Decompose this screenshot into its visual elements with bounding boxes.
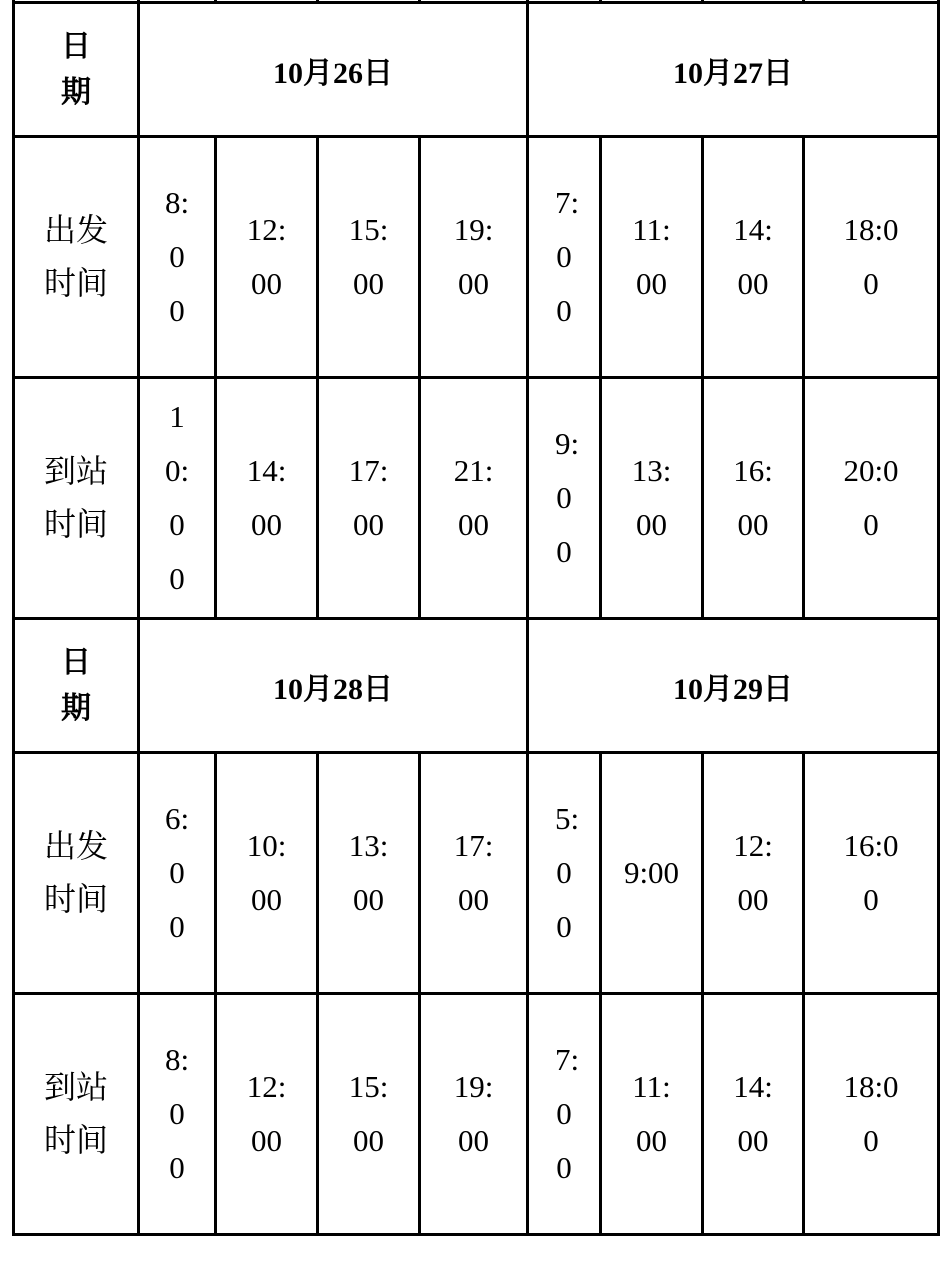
time-cell: 14:00 [703,994,804,1235]
date-cell: 10月29日 [528,619,939,753]
time-cell: 12:00 [703,753,804,994]
time-cell: 13:00 [601,378,703,619]
date-cell: 10月26日 [139,3,528,137]
depart-row [14,137,939,378]
time-cell: 10:00 [139,378,216,619]
date-cell: 10月27日 [528,3,939,137]
time-cell: 16:00 [804,753,939,994]
time-cell: 13:00 [318,753,420,994]
time-cell: 7:00 [528,137,601,378]
depart-row-label: 出发时间 [14,137,139,378]
time-cell: 14:00 [216,378,318,619]
time-cell: 7:00 [528,994,601,1235]
time-cell: 17:00 [420,753,528,994]
time-cell: 9:00 [601,753,703,994]
time-cell: 9:00 [528,378,601,619]
time-cell: 5:00 [528,753,601,994]
arrive-row-label: 到站时间 [14,378,139,619]
time-cell: 17:00 [318,378,420,619]
time-cell: 14:00 [703,137,804,378]
depart-row-label: 出发时间 [14,753,139,994]
time-cell: 19:00 [420,994,528,1235]
depart-row [14,753,939,994]
date-row [14,3,939,137]
time-cell: 11:00 [601,994,703,1235]
time-cell: 18:00 [804,994,939,1235]
time-cell: 6:00 [139,753,216,994]
arrive-row [14,994,939,1235]
date-row-label: 日期 [14,619,139,753]
time-cell: 11:00 [601,137,703,378]
time-cell: 12:00 [216,994,318,1235]
date-cell: 10月28日 [139,619,528,753]
date-row [14,619,939,753]
time-cell: 21:00 [420,378,528,619]
time-cell: 10:00 [216,753,318,994]
arrive-row [14,378,939,619]
arrive-row-label: 到站时间 [14,994,139,1235]
time-cell: 18:00 [804,137,939,378]
time-cell: 8:00 [139,994,216,1235]
time-cell: 12:00 [216,137,318,378]
time-cell: 16:00 [703,378,804,619]
time-cell: 15:00 [318,137,420,378]
date-row-label: 日期 [14,3,139,137]
time-cell: 19:00 [420,137,528,378]
schedule-table [12,0,940,1236]
time-cell: 20:00 [804,378,939,619]
time-cell: 15:00 [318,994,420,1235]
time-cell: 8:00 [139,137,216,378]
